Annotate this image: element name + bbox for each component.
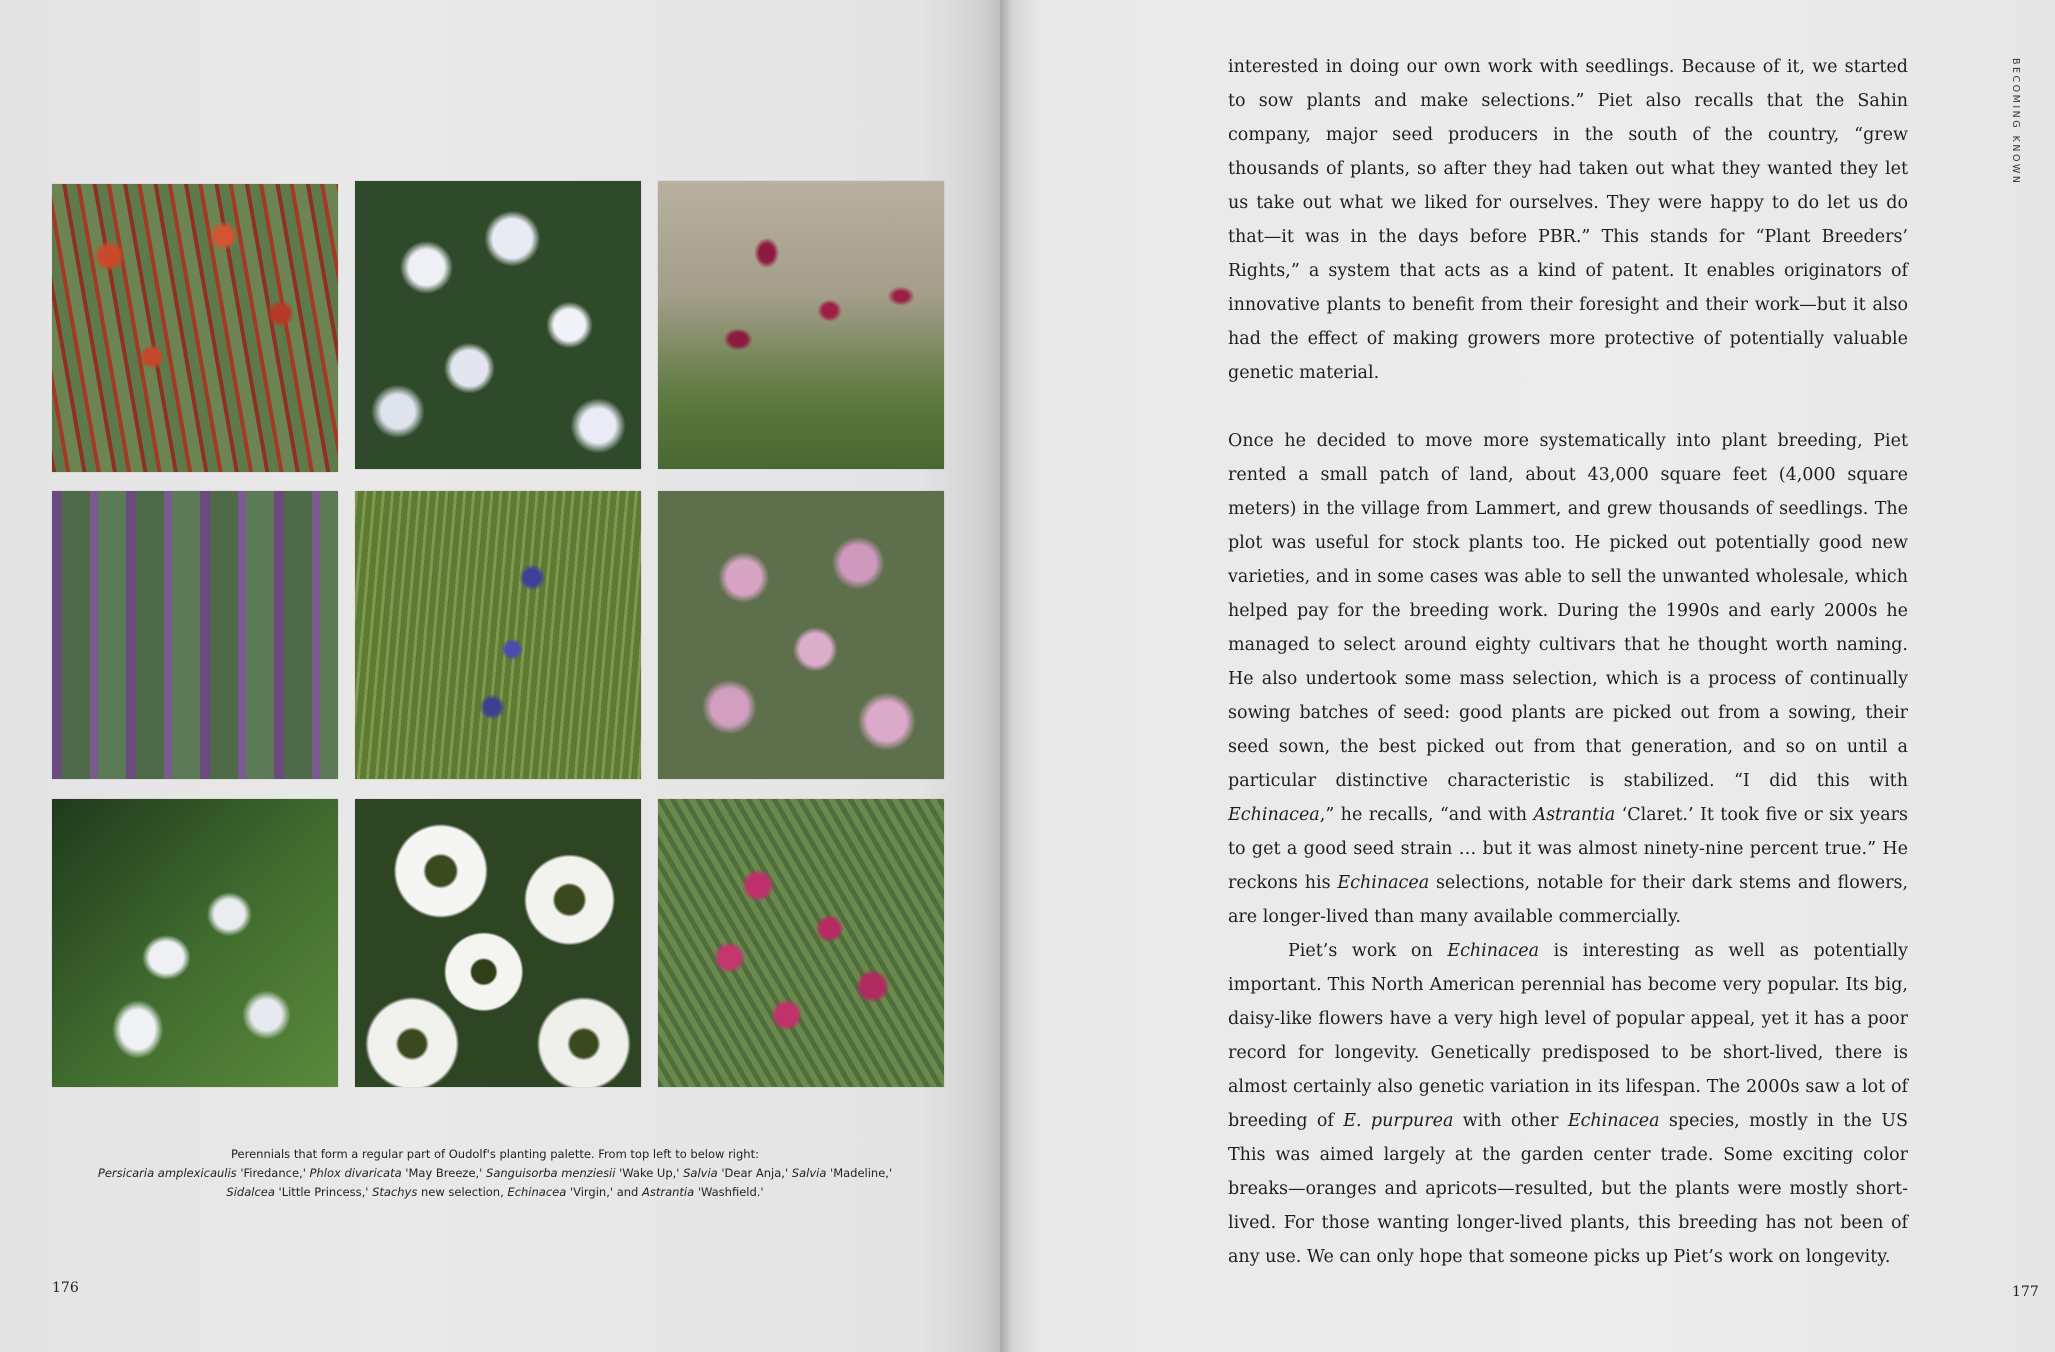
- caption-species: Astrantia: [641, 1185, 695, 1199]
- caption-line-1: Perennials that form a regular part of Oudolf's planting palette. From top left to below right:: [231, 1147, 759, 1161]
- photo-salvia-madeline: [355, 491, 641, 779]
- caption-text: 'May Breeze,': [401, 1166, 487, 1180]
- caption-line-3: [60, 1183, 930, 1202]
- caption-species: Salvia: [683, 1166, 718, 1180]
- caption-text: 'Firedance,': [236, 1166, 310, 1180]
- caption-text: 'Washfield.': [694, 1185, 764, 1199]
- photo-salvia-dear-anja: [52, 491, 338, 779]
- paragraph-1: interested in doing our own work with seedlings. Because of it, we started to sow plants and make selections.” Piet also recalls that the Sahin company, major seed producers in the south of the country, “grew thousands of plants, so after they had taken out what they wanted they let us take out what we liked for ourselves. They were happy to do let us do that—it was in the days before PBR.” This stands for “Plant Breeders’ Rights,” a system that acts as a kind of patent. It enables originators of innovative plants to benefit from their foresight and their work—but it also had the effect of making growers more protective of potentially valuable genetic material.: [1228, 57, 1908, 383]
- text-run: ,” he recalls, “and with: [1319, 805, 1534, 825]
- text-run: with other: [1453, 1111, 1568, 1131]
- running-head: BECOMING KNOWN: [2010, 58, 2021, 186]
- photo-phlox: [355, 181, 641, 469]
- italic-term: Echinacea: [1228, 805, 1320, 825]
- italic-term: Astrantia: [1533, 805, 1616, 825]
- body-text: [1228, 50, 1908, 1274]
- caption-line-2: [60, 1164, 930, 1183]
- caption-text: 'Dear Anja,': [717, 1166, 792, 1180]
- caption-text: 'Virgin,' and: [566, 1185, 642, 1199]
- caption-species: Sanguisorba menziesii: [486, 1166, 616, 1180]
- text-run: species, mostly in the US This was aimed largely at the garden center trade. Some exciting color breaks—oranges and apricots—resulted, but the plants were mostly short-lived. For those wanting longer-lived plants, this breeding has not been of any use. We can only hope that someone picks up Piet’s work on longevity.: [1228, 1111, 1908, 1267]
- photo-stachys: [52, 799, 338, 1087]
- text-run: Piet’s work on: [1288, 941, 1448, 961]
- photo-caption: [60, 1145, 930, 1202]
- photo-persicaria: [52, 184, 338, 472]
- caption-species: Sidalcea: [226, 1185, 275, 1199]
- page-number-left: 176: [52, 1280, 79, 1296]
- italic-term: E. purpurea: [1343, 1111, 1454, 1131]
- caption-text: new selection,: [417, 1185, 508, 1199]
- text-run: is interesting as well as potentially important. This North American perennial has become very popular. Its big, daisy-like flowers have a very high level of popular appeal, yet it has a poor record for longevity. Genetically predisposed to be short-lived, there is almost certainly also genetic variation in its lifespan. The 2000s saw a lot of breeding of: [1228, 941, 1908, 1131]
- italic-term: Echinacea: [1567, 1111, 1660, 1131]
- left-page: [0, 0, 1000, 1352]
- photo-echinacea-virgin: [355, 799, 641, 1087]
- paragraph-2: [1228, 424, 1908, 934]
- caption-species: Echinacea: [507, 1185, 567, 1199]
- text-run: selections, notable for their dark stems and flowers, are longer-lived than many available commercially.: [1228, 873, 1909, 927]
- page-number-right: 177: [2012, 1284, 2039, 1300]
- caption-species: Phlox divaricata: [309, 1166, 402, 1180]
- paragraph-3: [1228, 934, 1908, 1274]
- caption-species: Stachys: [372, 1185, 418, 1199]
- photo-astrantia: [658, 799, 944, 1087]
- italic-term: Echinacea: [1447, 941, 1540, 961]
- caption-text: 'Little Princess,': [274, 1185, 373, 1199]
- italic-term: Echinacea: [1337, 873, 1430, 893]
- caption-species: Salvia: [791, 1166, 827, 1180]
- caption-text: 'Madeline,': [826, 1166, 893, 1180]
- caption-species: Persicaria amplexicaulis: [97, 1166, 237, 1180]
- photo-sidalcea: [658, 491, 944, 779]
- text-run: Once he decided to move more systematically into plant breeding, Piet rented a small patch of land, about 43,000 square feet (4,000 square meters) in the village from Lammert, and grew thousands of seedlings. The plot was useful for stock plants too. He picked out potentially good new varieties, and in some cases was able to sell the unwanted wholesale, which helped pay for the breeding work. During the 1990s and early 2000s he managed to select around eighty cultivars that he thought worth naming. He also undertook some mass selection, which is a process of continually sowing batches of seed: good plants are picked out from a sowing, their seed sown, the best picked out from that generation, and so on until a particular distinctive characteristic is stabilized. “I did this with: [1228, 431, 1908, 791]
- photo-sanguisorba: [658, 181, 944, 469]
- caption-text: 'Wake Up,': [615, 1166, 684, 1180]
- text-run: ‘Claret.’ It took five or six years to get a good seed strain … but it was almost ninety-nine percent true.” He reckons his: [1228, 805, 1908, 893]
